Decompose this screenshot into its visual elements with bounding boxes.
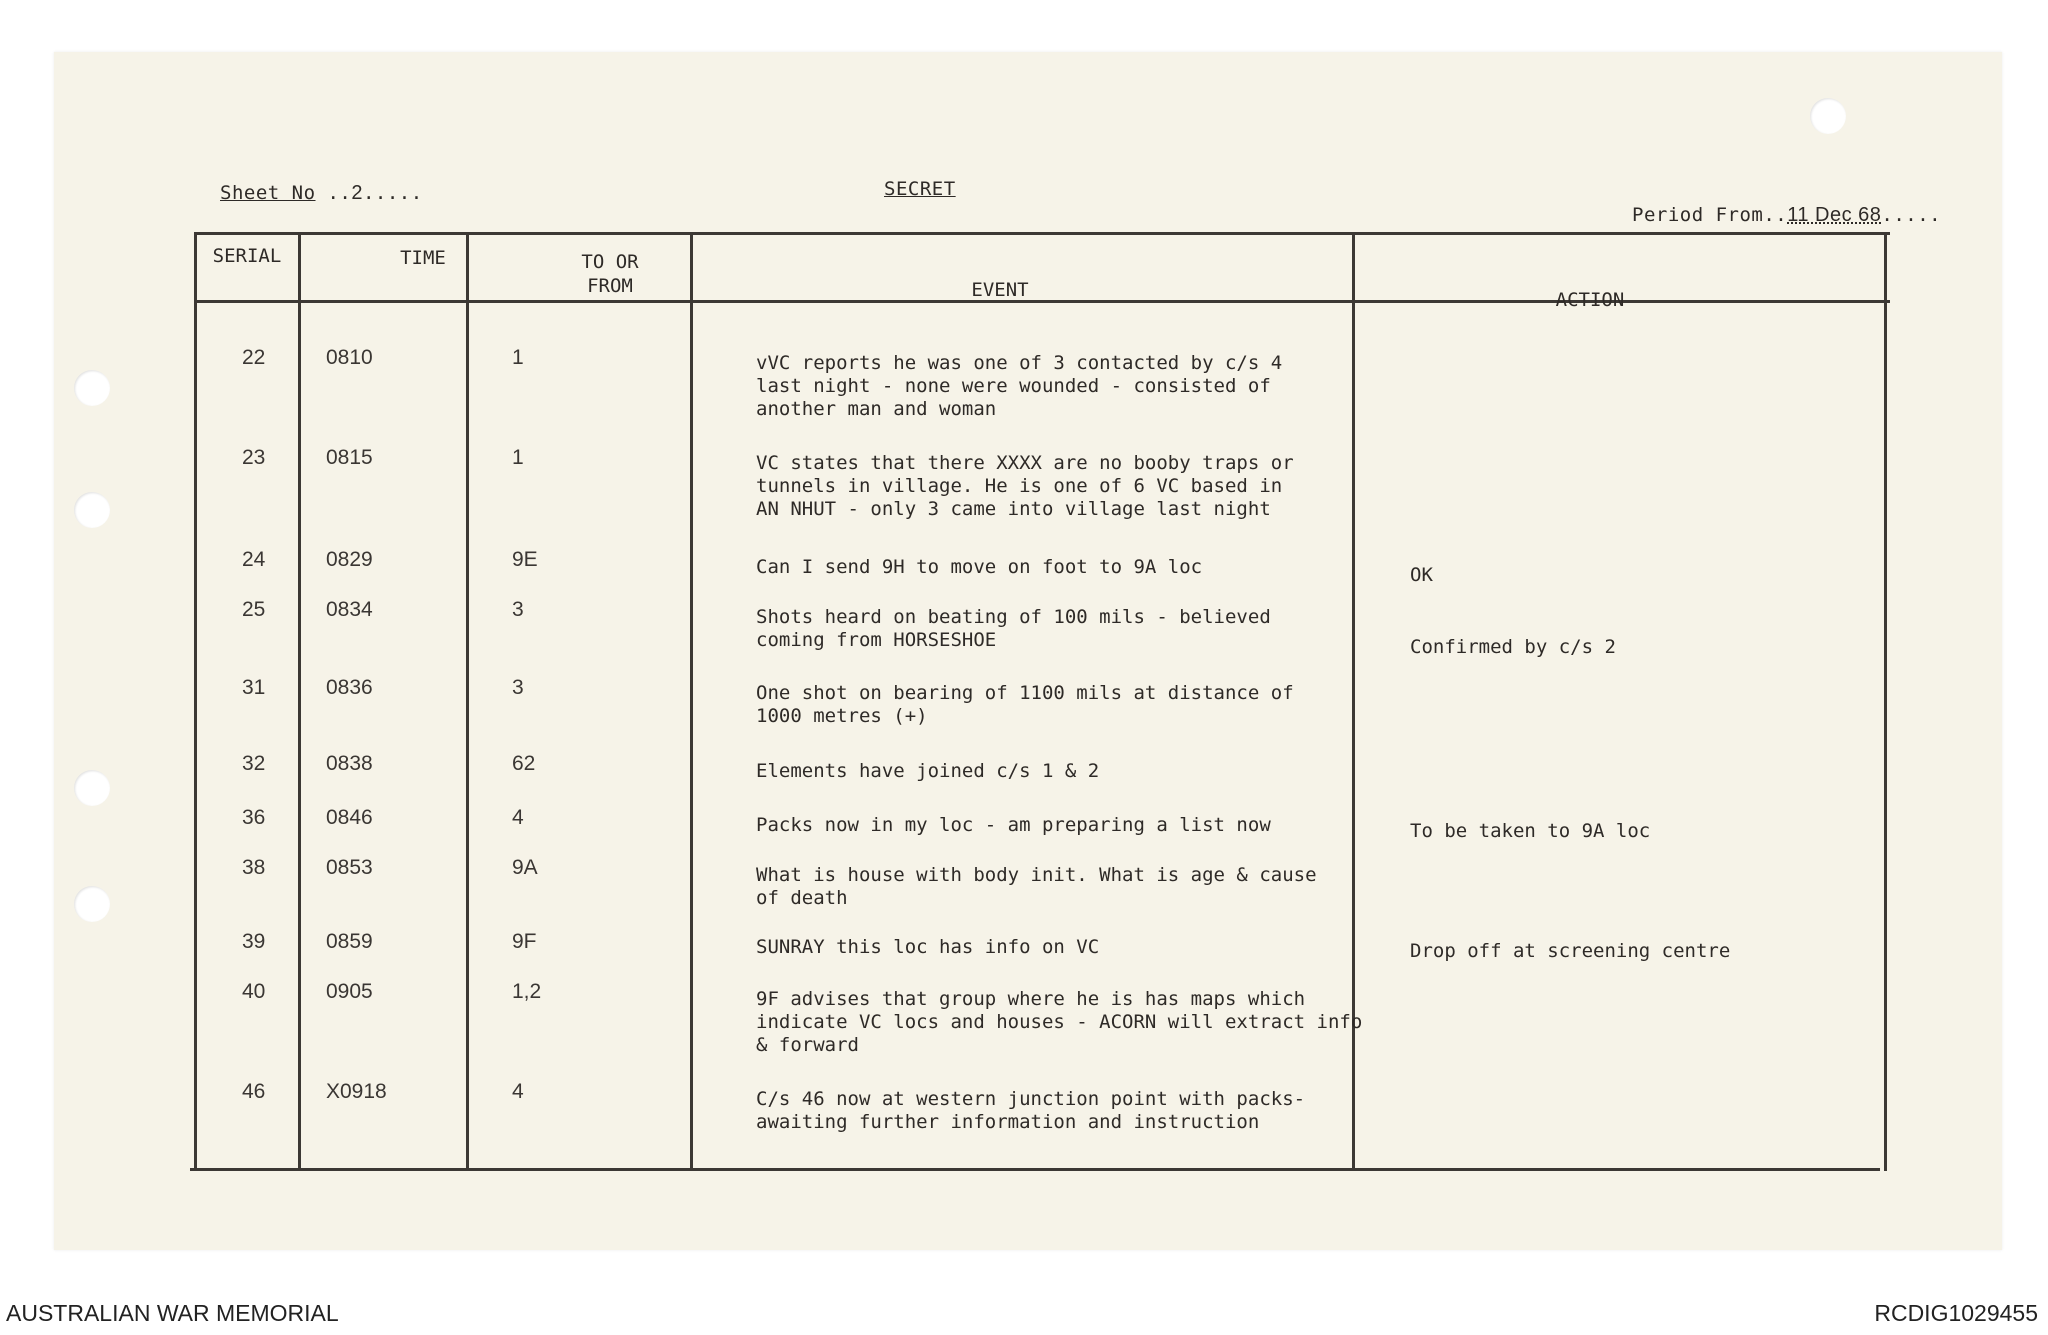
to-from-cell: 1 — [512, 346, 524, 369]
punch-hole — [74, 370, 110, 406]
event-cell: Packs now in my loc - am preparing a list now — [756, 814, 1271, 836]
serial-cell: 25 — [242, 598, 266, 621]
serial-cell: 36 — [242, 806, 266, 829]
to-from-cell: 62 — [512, 752, 536, 775]
period-from-value: 11 Dec 68 — [1787, 204, 1882, 226]
time-cell: 0834 — [326, 598, 373, 621]
event-cell: What is house with body init. What is age & cause of death — [756, 864, 1317, 909]
time-cell: 0838 — [326, 752, 373, 775]
col-header-to-from: TO OR FROM — [581, 251, 639, 297]
to-from-cell: 3 — [512, 676, 524, 699]
time-cell: 0829 — [326, 548, 373, 571]
period-from: Period From..11 Dec 68..... — [1632, 204, 1942, 226]
serial-cell: 22 — [242, 346, 266, 369]
to-from-cell: 9E — [512, 548, 538, 571]
to-from-cell: 9A — [512, 856, 538, 879]
serial-cell: 31 — [242, 676, 266, 699]
punch-hole — [74, 886, 110, 922]
to-from-cell: 9F — [512, 930, 537, 953]
col-header-event: EVENT — [971, 279, 1029, 301]
table-bottom-border — [190, 1168, 1880, 1171]
time-cell: 0815 — [326, 446, 373, 469]
serial-cell: 46 — [242, 1080, 266, 1103]
footer-id: RCDIG1029455 — [1874, 1300, 2038, 1326]
to-from-cell: 4 — [512, 1080, 524, 1103]
log-table — [190, 232, 1890, 1177]
time-cell: 0853 — [326, 856, 373, 879]
event-cell: One shot on bearing of 1100 mils at distance of 1000 metres (+) — [756, 682, 1294, 727]
event-cell: C/s 46 now at western junction point with packs- awaiting further information and instruction — [756, 1088, 1306, 1133]
punch-hole — [74, 492, 110, 528]
sheet-number-label: Sheet No — [220, 182, 316, 204]
punch-hole — [1810, 98, 1846, 134]
col-header-action: ACTION — [1555, 289, 1625, 311]
action-cell: To be taken to 9A loc — [1410, 820, 1651, 842]
period-from-label: Period From — [1632, 204, 1764, 226]
time-cell: X0918 — [326, 1080, 387, 1103]
col-divider-serial — [298, 232, 301, 1171]
classification-label: SECRET — [884, 178, 956, 200]
table-right-border — [1884, 232, 1887, 1171]
sheet-number-value: 2 — [351, 182, 363, 204]
action-cell: Drop off at screening centre — [1410, 940, 1731, 962]
event-cell: SUNRAY this loc has info on VC — [756, 936, 1100, 958]
punch-hole — [74, 770, 110, 806]
time-cell: 0846 — [326, 806, 373, 829]
serial-cell: 39 — [242, 930, 266, 953]
sheet-number: Sheet No ..2..... — [220, 182, 423, 204]
action-cell: Confirmed by c/s 2 — [1410, 636, 1616, 658]
event-cell: 9F advises that group where he is has maps which indicate VC locs and houses - ACORN will extract info & forward — [756, 988, 1363, 1056]
table-left-border — [194, 232, 197, 1171]
serial-cell: 38 — [242, 856, 266, 879]
event-cell: Shots heard on beating of 100 mils - believed coming from HORSESHOE — [756, 606, 1271, 651]
event-cell: VC states that there XXXX are no booby traps or tunnels in village. He is one of 6 VC based in AN NHUT - only 3 came into village last night — [756, 452, 1294, 520]
serial-cell: 40 — [242, 980, 266, 1003]
event-cell: Can I send 9H to move on foot to 9A loc — [756, 556, 1203, 578]
to-from-cell: 3 — [512, 598, 524, 621]
col-header-time: TIME — [400, 247, 446, 269]
table-top-border — [196, 232, 1890, 235]
action-cell: OK — [1410, 564, 1433, 586]
to-from-cell: 1,2 — [512, 980, 542, 1003]
event-cell: Elements have joined c/s 1 & 2 — [756, 760, 1100, 782]
col-divider-tofrom — [690, 232, 693, 1171]
serial-cell: 24 — [242, 548, 266, 571]
col-divider-time — [466, 232, 469, 1171]
to-from-cell: 4 — [512, 806, 524, 829]
time-cell: 0810 — [326, 346, 373, 369]
serial-cell: 23 — [242, 446, 266, 469]
time-cell: 0905 — [326, 980, 373, 1003]
time-cell: 0836 — [326, 676, 373, 699]
col-header-serial: SERIAL — [212, 245, 282, 267]
to-from-cell: 1 — [512, 446, 524, 469]
serial-cell: 32 — [242, 752, 266, 775]
footer-credit: AUSTRALIAN WAR MEMORIAL — [6, 1300, 339, 1326]
event-cell: vVC reports he was one of 3 contacted by c/s 4 last night - none were wounded - consisted of another man and woman — [756, 352, 1283, 420]
time-cell: 0859 — [326, 930, 373, 953]
